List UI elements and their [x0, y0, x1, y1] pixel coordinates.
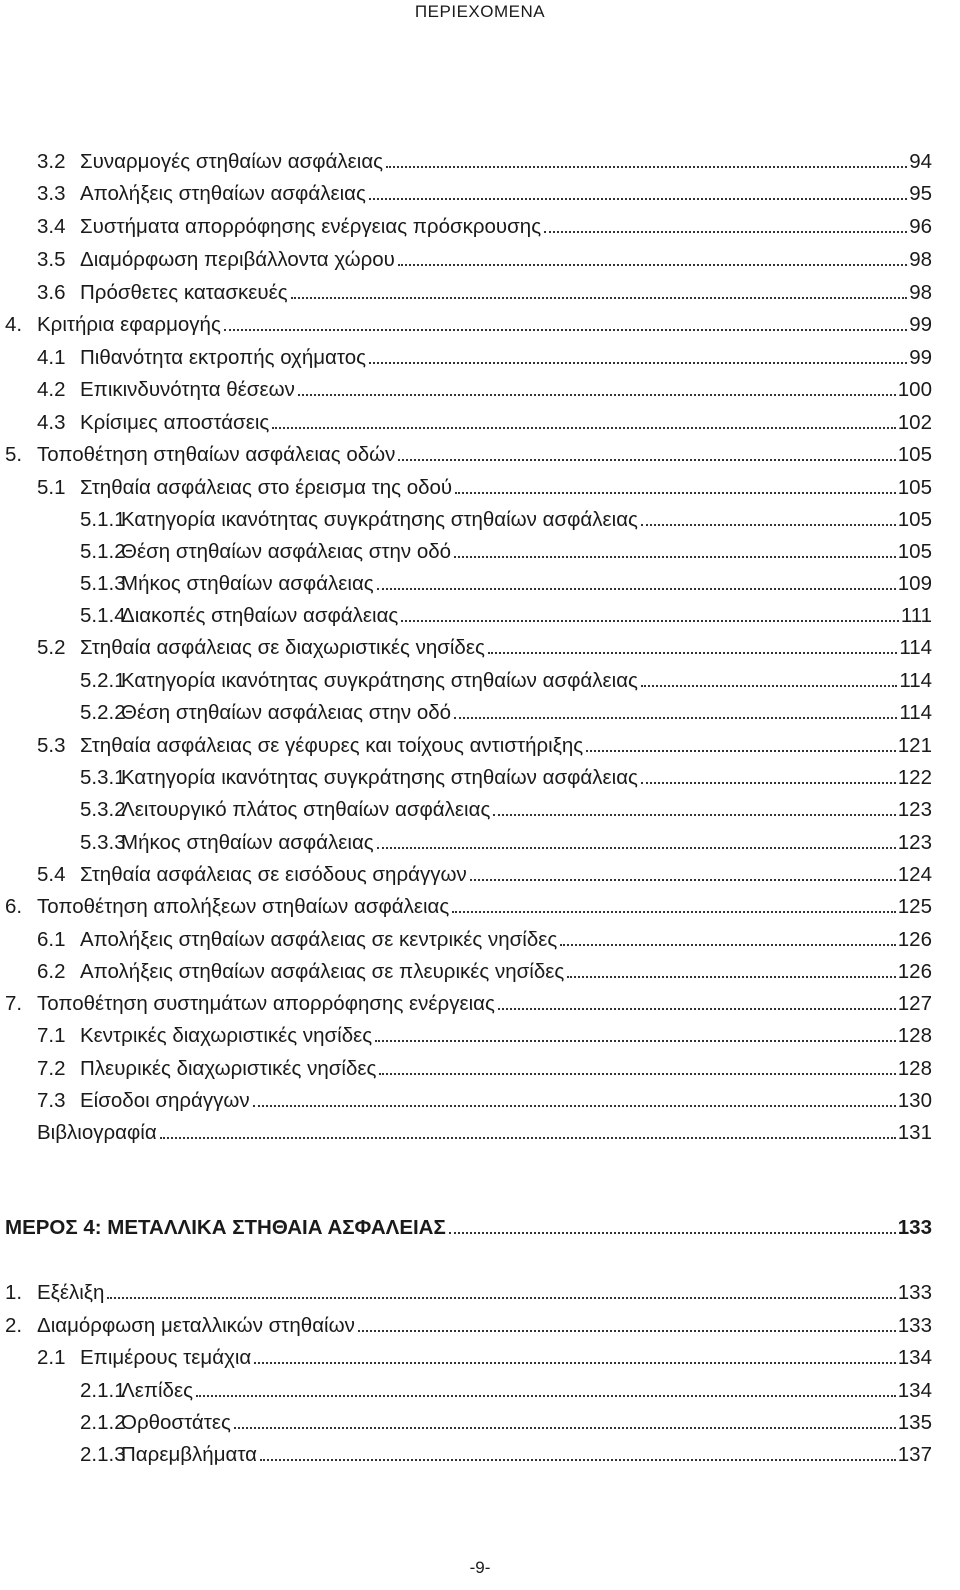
toc-entry-title: Διακοπές στηθαίων ασφάλειας — [121, 604, 399, 627]
toc-entry-number: 2.1 — [37, 1346, 66, 1369]
toc-entry[interactable] — [80, 701, 932, 725]
toc-entry[interactable] — [37, 1089, 932, 1113]
toc-entry-number: 5.2.2 — [80, 701, 126, 724]
toc-leader — [398, 458, 895, 461]
toc-entry-title: Τοποθέτηση απολήξεων στηθαίων ασφάλειας — [37, 895, 450, 918]
toc-entry-number: 2.1.3 — [80, 1443, 126, 1466]
toc-leader — [107, 1296, 895, 1299]
toc-entry-title: Πλευρικές διαχωριστικές νησίδες — [80, 1057, 377, 1080]
toc-leader — [560, 943, 896, 946]
toc-leader — [586, 749, 896, 752]
toc-entry[interactable] — [80, 798, 932, 822]
toc-entry-number: 5.1.1 — [80, 508, 126, 531]
toc-entry[interactable] — [37, 1346, 932, 1370]
toc-entry[interactable] — [80, 572, 932, 596]
toc-entry-page: 124 — [897, 863, 932, 886]
toc-entry-page: 94 — [909, 150, 932, 173]
toc-entry-page: 130 — [897, 1089, 932, 1112]
toc-entry-title: Στηθαία ασφάλειας σε εισόδους σηράγγων — [80, 863, 467, 886]
toc-leader — [160, 1136, 896, 1139]
toc-leader — [369, 197, 907, 200]
toc-entry-number: 7.1 — [37, 1024, 66, 1047]
toc-entry-page: 125 — [897, 895, 932, 918]
toc-entry-title: Στηθαία ασφάλειας σε διαχωριστικές νησίδες — [80, 636, 485, 659]
toc-entry-title: Συναρμογές στηθαίων ασφάλειας — [80, 150, 384, 173]
toc-leader — [369, 361, 907, 364]
toc-entry-number: 7. — [5, 992, 23, 1015]
toc-entry-title: Απολήξεις στηθαίων ασφάλειας σε πλευρικές νησίδες — [80, 960, 565, 983]
toc-entry[interactable] — [80, 604, 932, 628]
toc-leader — [254, 1361, 896, 1364]
toc-entry-title: Διαμόρφωση περιβάλλοντα χώρου — [80, 248, 395, 271]
toc-entry-page: 126 — [897, 960, 932, 983]
toc-entry-number: 4. — [5, 313, 23, 336]
toc-entry-number: 5.3 — [37, 734, 66, 757]
toc-entry[interactable] — [80, 1443, 932, 1467]
toc-entry-title: Κρίσιμες αποστάσεις — [80, 411, 270, 434]
toc-entry-page: 114 — [899, 636, 932, 659]
toc-entry-number: 2.1.1 — [80, 1379, 126, 1402]
toc-leader — [401, 619, 899, 622]
toc-entry-page: 134 — [897, 1346, 932, 1369]
toc-entry-page: 135 — [897, 1411, 932, 1434]
toc-entry[interactable] — [80, 669, 932, 693]
toc-entry[interactable] — [37, 150, 932, 174]
toc-entry-title: Τοποθέτηση στηθαίων ασφάλειας οδών — [37, 443, 396, 466]
toc-entry[interactable] — [37, 248, 932, 272]
toc-entry[interactable] — [37, 928, 932, 952]
toc-entry-title: Πρόσθετες κατασκευές — [80, 281, 288, 304]
toc-entry-title: Απολήξεις στηθαίων ασφάλειας σε κεντρικές νησίδες — [80, 928, 558, 951]
toc-entry-page: 105 — [897, 540, 932, 563]
toc-leader — [379, 1072, 895, 1075]
toc-entry-page: 98 — [909, 248, 932, 271]
toc-entry-page: 127 — [897, 992, 932, 1015]
toc-entry-page: 114 — [899, 669, 932, 692]
toc-entry[interactable] — [37, 734, 932, 758]
toc-entry-number: 3.2 — [37, 150, 66, 173]
toc-entry-title: Εξέλιξη — [37, 1281, 105, 1304]
toc-entry-title: Επικινδυνότητα θέσεων — [80, 378, 295, 401]
toc-leader — [398, 263, 907, 266]
toc-entry-page: 109 — [897, 572, 932, 595]
toc-entry-page: 95 — [909, 182, 932, 205]
toc-leader — [375, 1039, 896, 1042]
toc-entry-number: 7.3 — [37, 1089, 66, 1112]
toc-entry-page: 137 — [897, 1443, 932, 1466]
toc-entry-title: Παρεμβλήματα — [121, 1443, 258, 1466]
toc-leader — [377, 846, 896, 849]
toc-entry-page: 128 — [897, 1057, 932, 1080]
toc-leader — [641, 523, 896, 526]
toc-entry-title: Ορθοστάτες — [121, 1411, 231, 1434]
toc-entry[interactable] — [5, 992, 932, 1016]
part-heading-title: ΜΕΡΟΣ 4: ΜΕΤΑΛΛΙΚΑ ΣΤΗΘΑΙΑ ΑΣΦΑΛΕΙΑΣ — [5, 1216, 446, 1239]
toc-entry-title: Διαμόρφωση μεταλλικών στηθαίων — [37, 1314, 355, 1337]
toc-entry[interactable] — [37, 411, 932, 435]
toc-entry-number: 5.4 — [37, 863, 66, 886]
toc-entry-number: 5.1.3 — [80, 572, 126, 595]
toc-entry-number: 5.3.2 — [80, 798, 126, 821]
toc-leader — [544, 230, 907, 233]
toc-leader — [272, 426, 896, 429]
toc-leader — [298, 393, 896, 396]
toc-leader — [224, 328, 907, 331]
toc-entry-number: 5.2.1 — [80, 669, 126, 692]
toc-entry[interactable] — [37, 281, 932, 305]
toc-entry-number: 5. — [5, 443, 23, 466]
toc-entry-page: 99 — [909, 346, 932, 369]
toc-entry[interactable] — [80, 831, 932, 855]
toc-entry-number: 5.2 — [37, 636, 66, 659]
part-heading[interactable] — [5, 1216, 932, 1240]
toc-entry-title: Κεντρικές διαχωριστικές νησίδες — [80, 1024, 373, 1047]
toc-entry-title: Συστήματα απορρόφησης ενέργειας πρόσκρουσης — [80, 215, 542, 238]
toc-entry[interactable] — [37, 1121, 932, 1145]
toc-leader — [234, 1426, 896, 1429]
toc-leader — [498, 1007, 896, 1010]
toc-entry-number: 5.1.2 — [80, 540, 126, 563]
toc-entry[interactable] — [80, 1411, 932, 1435]
toc-entry-page: 102 — [897, 411, 932, 434]
toc-entry[interactable] — [80, 766, 932, 790]
toc-leader — [358, 1329, 896, 1332]
toc-entry-page: 131 — [897, 1121, 932, 1144]
toc-entry[interactable] — [5, 443, 932, 467]
toc-leader — [454, 716, 897, 719]
toc-entry-title: Μήκος στηθαίων ασφάλειας — [121, 572, 374, 595]
toc-entry-title: Είσοδοι σηράγγων — [80, 1089, 250, 1112]
toc-entry[interactable] — [37, 1024, 932, 1048]
toc-entry-title: Τοποθέτηση συστημάτων απορρόφησης ενέργειας — [37, 992, 495, 1015]
toc-entry-number: 6.1 — [37, 928, 66, 951]
toc-entry-page: 134 — [897, 1379, 932, 1402]
toc-entry[interactable] — [80, 540, 932, 564]
toc-entry[interactable] — [37, 1057, 932, 1081]
toc-entry-page: 123 — [897, 798, 932, 821]
toc-entry-title: Θέση στηθαίων ασφάλειας στην οδό — [121, 701, 452, 724]
toc-entry-title: Θέση στηθαίων ασφάλειας στην οδό — [121, 540, 452, 563]
toc-leader — [386, 165, 907, 168]
toc-leader — [260, 1458, 896, 1461]
toc-entry-title: Κατηγορία ικανότητας συγκράτησης στηθαίων ασφάλειας — [121, 669, 638, 692]
toc-entry-page: 133 — [897, 1281, 932, 1304]
toc-entry[interactable] — [5, 1281, 932, 1305]
toc-entry-number: 5.1.4 — [80, 604, 126, 627]
running-header: ΠΕΡΙΕΧΟΜΕΝΑ — [414, 2, 546, 21]
toc-entry-number: 6. — [5, 895, 23, 918]
page-number: -9- — [469, 1558, 491, 1577]
toc-entry-page: 111 — [900, 604, 932, 627]
toc-leader — [253, 1104, 896, 1107]
toc-leader — [641, 781, 896, 784]
toc-entry-page: 122 — [897, 766, 932, 789]
part-heading-page: 133 — [897, 1216, 932, 1239]
toc-entry-number: 3.4 — [37, 215, 66, 238]
toc-entry[interactable] — [37, 960, 932, 984]
toc-entry-number: 7.2 — [37, 1057, 66, 1080]
toc-entry-page: 99 — [909, 313, 932, 336]
toc-entry[interactable] — [80, 1379, 932, 1403]
toc-entry-title: Κατηγορία ικανότητας συγκράτησης στηθαίων ασφάλειας — [121, 766, 638, 789]
toc-leader — [196, 1394, 896, 1397]
toc-entry[interactable] — [37, 476, 932, 500]
toc-entry-page: 133 — [897, 1314, 932, 1337]
toc-entry-page: 105 — [897, 476, 932, 499]
toc-entry[interactable] — [80, 508, 932, 532]
toc-entry-number: 5.3.3 — [80, 831, 126, 854]
toc-entry[interactable] — [37, 182, 932, 206]
toc-entry[interactable] — [5, 1314, 932, 1338]
toc-entry-number: 3.5 — [37, 248, 66, 271]
toc-entry-page: 128 — [897, 1024, 932, 1047]
toc-entry-page: 114 — [899, 701, 932, 724]
toc-entry-title: Κριτήρια εφαρμογής — [37, 313, 221, 336]
toc-entry-page: 96 — [909, 215, 932, 238]
toc-entry-title: Απολήξεις στηθαίων ασφάλειας — [80, 182, 366, 205]
toc-leader — [470, 878, 896, 881]
toc-entry-page: 121 — [897, 734, 932, 757]
toc-entry-title: Κατηγορία ικανότητας συγκράτησης στηθαίων ασφάλειας — [121, 508, 638, 531]
toc-leader — [452, 910, 895, 913]
toc-leader — [377, 587, 896, 590]
toc-entry-page: 105 — [897, 443, 932, 466]
toc-leader — [454, 555, 896, 558]
toc-entry-number: 2. — [5, 1314, 23, 1337]
toc-leader — [493, 813, 895, 816]
toc-entry[interactable] — [37, 863, 932, 887]
toc-entry-number: 4.1 — [37, 346, 66, 369]
toc-entry-title: Πιθανότητα εκτροπής οχήματος — [80, 346, 366, 369]
toc-entry[interactable] — [5, 895, 932, 919]
toc-entry-title: Στηθαία ασφάλειας στο έρεισμα της οδού — [80, 476, 453, 499]
toc-leader — [449, 1231, 896, 1234]
toc-entry-page: 98 — [909, 281, 932, 304]
toc-entry-number: 6.2 — [37, 960, 66, 983]
toc-leader — [291, 296, 908, 299]
toc-entry-page: 100 — [897, 378, 932, 401]
toc-entry-page: 105 — [897, 508, 932, 531]
toc-entry[interactable] — [5, 313, 932, 337]
toc-entry-number: 5.3.1 — [80, 766, 126, 789]
toc-entry-title: Μήκος στηθαίων ασφάλειας — [121, 831, 374, 854]
toc-entry-number: 2.1.2 — [80, 1411, 126, 1434]
toc-entry-number: 3.3 — [37, 182, 66, 205]
toc-entry-title: Βιβλιογραφία — [37, 1121, 157, 1144]
toc-entry-number: 4.3 — [37, 411, 66, 434]
toc-leader — [455, 491, 896, 494]
toc-entry-title: Λεπίδες — [121, 1379, 193, 1402]
toc-entry[interactable] — [37, 636, 932, 660]
toc-entry-title: Λειτουργικό πλάτος στηθαίων ασφάλειας — [121, 798, 491, 821]
toc-entry-number: 1. — [5, 1281, 23, 1304]
toc-entry[interactable] — [37, 378, 932, 402]
toc-entry-number: 5.1 — [37, 476, 66, 499]
toc-entry-title: Στηθαία ασφάλειας σε γέφυρες και τοίχους αντιστήριξης — [80, 734, 584, 757]
toc-entry[interactable] — [37, 215, 932, 239]
toc-entry-number: 3.6 — [37, 281, 66, 304]
toc-entry[interactable] — [37, 346, 932, 370]
toc-entry-page: 126 — [897, 928, 932, 951]
toc-leader — [641, 684, 897, 687]
toc-entry-title: Επιμέρους τεμάχια — [80, 1346, 252, 1369]
toc-entry-page: 123 — [897, 831, 932, 854]
toc-leader — [567, 975, 896, 978]
toc-entry-number: 4.2 — [37, 378, 66, 401]
toc-leader — [488, 651, 897, 654]
